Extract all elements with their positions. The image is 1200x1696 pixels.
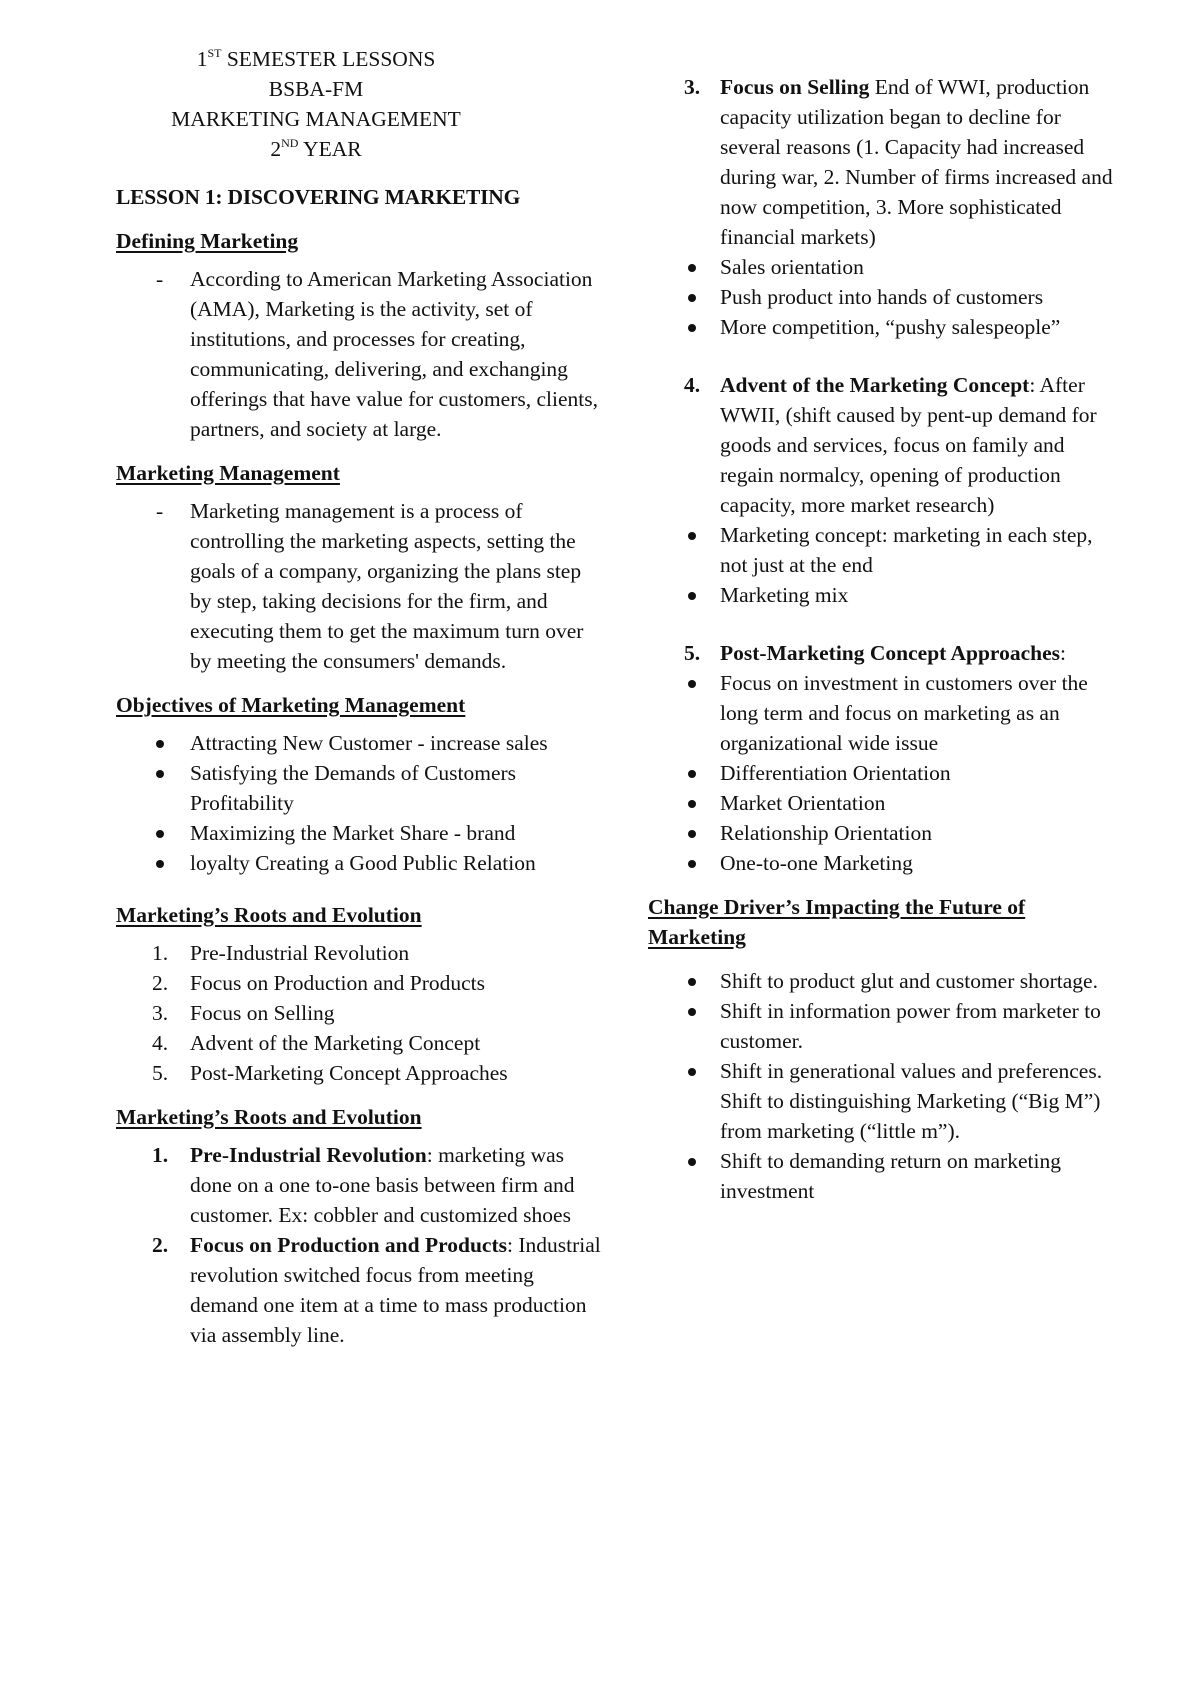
list-item: Market Orientation — [648, 788, 1118, 818]
list-item: - According to American Marketing Association (AMA), Marketing is the activity, set of institutions, and processes for creating, communicating, delivering, and exchanging offerings that have value for customers, clients, partners, and society at large. — [116, 264, 602, 444]
list-item: Relationship Orientation — [648, 818, 1118, 848]
list-item: One-to-one Marketing — [648, 848, 1118, 878]
header-subject: MARKETING MANAGEMENT — [171, 107, 461, 131]
list-item: 3. Focus on Selling — [152, 1001, 335, 1025]
list-item: 5. Post-Marketing Concept Approaches — [152, 1061, 508, 1085]
section-heading-management: Marketing Management — [116, 461, 340, 485]
list-item: - Marketing management is a process of controlling the marketing aspects, setting the goals of a company, organizing the plans step by step, taking decisions for the firm, and executing them to get the maximum turn over by meeting the consumers' demands. — [116, 496, 602, 676]
roots-detail-list-cont — [648, 72, 1118, 252]
list-item: Shift to product glut and customer shortage. — [648, 966, 1118, 996]
list-item: Attracting New Customer - increase sales — [116, 728, 602, 758]
drivers-list — [648, 966, 1118, 1206]
list-item: Shift to demanding return on marketing investment — [648, 1146, 1118, 1206]
list-item: Marketing mix — [648, 580, 1118, 610]
list-item: 4. Advent of the Marketing Concept: After WWII, (shift caused by pent-up demand for goods and services, focus on family and regain normalcy, opening of production capacity, more market research) — [684, 373, 1097, 517]
list-item: Shift in information power from marketer to customer. — [648, 996, 1118, 1056]
list-item: Shift in generational values and preferences. Shift to distinguishing Marketing (“Big M”) from marketing (“little m”). — [648, 1056, 1118, 1146]
list-item: 2. Focus on Production and Products: Industrial revolution switched focus from meeting demand one item at a time to mass production via assembly line. — [152, 1233, 601, 1347]
lesson-title: LESSON 1: DISCOVERING MARKETING — [116, 185, 521, 209]
header-program: BSBA-FM — [268, 77, 364, 101]
section-heading-objectives: Objectives of Marketing Management — [116, 693, 466, 717]
post-marketing-bullets — [648, 668, 1118, 878]
left-column — [116, 0, 602, 1350]
list-item: Satisfying the Demands of Customers Profitability — [116, 758, 602, 818]
list-item: 4. Advent of the Marketing Concept — [152, 1031, 481, 1055]
list-item: Focus on investment in customers over the long term and focus on marketing as an organizational wide issue — [648, 668, 1118, 758]
list-item: 5. Post-Marketing Concept Approaches: — [684, 641, 1066, 665]
list-item: More competition, “pushy salespeople” — [648, 312, 1118, 342]
objectives-list — [116, 728, 602, 878]
list-item: 1. Pre-Industrial Revolution — [152, 941, 410, 965]
list-item: Maximizing the Market Share - brand — [116, 818, 602, 848]
selling-bullets — [648, 252, 1118, 342]
section-heading-roots: Marketing’s Roots and Evolution — [116, 903, 422, 927]
management-list — [116, 496, 602, 676]
header-year: 2ND YEAR — [270, 135, 362, 161]
list-item: Push product into hands of customers — [648, 282, 1118, 312]
list-item: 2. Focus on Production and Products — [152, 971, 486, 995]
list-item: Differentiation Orientation — [648, 758, 1118, 788]
list-item: Marketing concept: marketing in each step, not just at the end — [648, 520, 1118, 580]
concept-bullets — [648, 520, 1118, 610]
section-heading-drivers: Change Driver’s Impacting the Future of Marketing — [648, 895, 1026, 949]
document-header — [116, 0, 516, 164]
header-semester: 1ST SEMESTER LESSONS — [196, 45, 436, 71]
right-column — [648, 72, 1118, 1206]
list-item: 1. Pre-Industrial Revolution: marketing was done on a one to-one basis between firm and customer. Ex: cobbler and customized shoes — [152, 1143, 575, 1227]
list-item: loyalty Creating a Good Public Relation — [116, 848, 602, 878]
defining-list — [116, 264, 602, 444]
post-marketing-item — [648, 638, 1118, 668]
roots-list — [116, 938, 602, 1088]
roots-detail-list — [116, 1140, 602, 1350]
list-item: Sales orientation — [648, 252, 1118, 282]
marketing-concept-item — [648, 370, 1118, 520]
section-heading-defining: Defining Marketing — [116, 229, 299, 253]
section-heading-roots-detail: Marketing’s Roots and Evolution — [116, 1105, 422, 1129]
list-item: 3. Focus on Selling End of WWI, production capacity utilization began to decline for several reasons (1. Capacity had increased during war, 2. Number of firms increased and now competition, 3. More sophisticated financial markets) — [684, 75, 1113, 249]
